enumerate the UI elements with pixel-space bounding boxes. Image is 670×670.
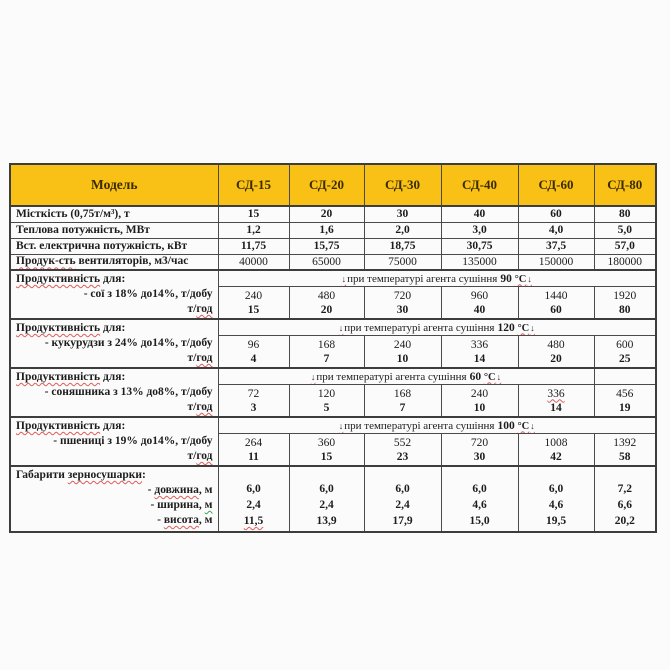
down-arrow-icon: ↓ — [496, 371, 502, 382]
cell-duo: 72 3 — [218, 385, 289, 417]
cell-duo: 552 23 — [364, 434, 441, 466]
cell-value: 40000 — [218, 254, 289, 270]
crop-line: - кукурудзи з 24% до14%, т/добу — [44, 337, 213, 349]
down-arrow-icon: ↓ — [310, 371, 316, 382]
cell-value: 37,5 — [518, 238, 594, 254]
down-arrow-icon: ↓ — [530, 420, 535, 431]
cell-duo: 456 19 — [594, 385, 656, 417]
cell-dims: 6,0 4,6 15,0 — [441, 466, 518, 532]
cell-value: 15,75 — [289, 238, 364, 254]
cell-value: 11,75 — [218, 238, 289, 254]
label-word: Продук-сть — [16, 255, 76, 268]
cell-value: 80 — [594, 206, 656, 222]
cell-value: 5,0 — [594, 222, 656, 238]
cell-value: 4,0 — [518, 222, 594, 238]
temp-note-60: ↓при температурі агента сушіння 60 °C↓ — [218, 368, 594, 385]
cell-duo: 720 30 — [364, 287, 441, 319]
dimensions-row — [10, 466, 656, 532]
model-header-sd30: СД-30 — [364, 164, 441, 206]
section-label-soy — [10, 270, 218, 319]
cell-value: 150000 — [518, 254, 594, 270]
section-title: Продуктивність для: — [16, 371, 126, 383]
model-header-sd15: СД-15 — [218, 164, 289, 206]
label-rest: вентиляторів, м3/час — [75, 255, 189, 268]
table-row-electric-power — [10, 238, 656, 254]
cell-value: 1,2 — [218, 222, 289, 238]
row-label-electric-power: Вст. електрична потужність, кВт — [10, 238, 218, 254]
section-soy-temp-row — [10, 270, 656, 287]
corner-header-model: Модель — [10, 164, 218, 206]
row-label-thermal-power: Теплова потужність, МВт — [10, 222, 218, 238]
cell-duo: 264 11 — [218, 434, 289, 466]
down-arrow-icon: ↓ — [338, 322, 344, 333]
empty-cell — [594, 368, 656, 385]
model-header-sd80: СД-80 — [594, 164, 656, 206]
cell-value: 30 — [364, 206, 441, 222]
unit-line: т/год — [187, 401, 213, 413]
dryer-spec-table — [9, 163, 657, 533]
header-row — [10, 164, 656, 206]
cell-duo: 1392 58 — [594, 434, 656, 466]
dimensions-title: Габарити зерносушарки: — [16, 469, 146, 481]
cell-duo: 336 14 — [518, 385, 594, 417]
cell-dims: 6,0 2,4 17,9 — [364, 466, 441, 532]
down-arrow-icon: ↓ — [338, 420, 344, 431]
cell-value: 65000 — [289, 254, 364, 270]
model-header-sd60: СД-60 — [518, 164, 594, 206]
cell-value: 15 — [218, 206, 289, 222]
cell-duo: 120 5 — [289, 385, 364, 417]
temp-note-120: ↓при температурі агента сушіння 120 °C↓ — [218, 319, 656, 336]
unit-line: т/год — [187, 303, 213, 315]
cell-value: 75000 — [364, 254, 441, 270]
unit-line: т/год — [187, 352, 213, 364]
cell-value: 2,0 — [364, 222, 441, 238]
section-sunflower-temp-row — [10, 368, 656, 385]
section-title: Продуктивність для: — [16, 420, 126, 432]
model-header-sd20: СД-20 — [289, 164, 364, 206]
cell-value: 57,0 — [594, 238, 656, 254]
section-wheat-temp-row — [10, 417, 656, 434]
cell-value: 30,75 — [441, 238, 518, 254]
section-title: Продуктивність для: — [16, 273, 126, 285]
section-corn-temp-row — [10, 319, 656, 336]
section-title: Продуктивність для: — [16, 322, 126, 334]
cell-duo: 1440 60 — [518, 287, 594, 319]
cell-duo: 480 20 — [289, 287, 364, 319]
down-arrow-icon: ↓ — [341, 273, 347, 284]
cell-duo: 336 14 — [441, 336, 518, 368]
crop-line: - соняшника з 13% до8%, т/добу — [44, 386, 213, 398]
section-label-wheat — [10, 417, 218, 466]
crop-line: - пшениці з 19% до14%, т/добу — [53, 435, 213, 447]
down-arrow-icon: ↓ — [527, 273, 532, 284]
section-label-corn — [10, 319, 218, 368]
cell-duo: 480 20 — [518, 336, 594, 368]
temp-note-100: ↓при температурі агента сушіння 100 °C↓ — [218, 417, 656, 434]
cell-value: 40 — [441, 206, 518, 222]
cell-duo: 240 10 — [441, 385, 518, 417]
cell-dims: 6,0 2,4 11,5 — [218, 466, 289, 532]
cell-duo: 360 15 — [289, 434, 364, 466]
cell-duo: 240 10 — [364, 336, 441, 368]
cell-value: 3,0 — [441, 222, 518, 238]
cell-value: 180000 — [594, 254, 656, 270]
cell-value: 135000 — [441, 254, 518, 270]
cell-dims: 7,2 6,6 20,2 — [594, 466, 656, 532]
cell-duo: 600 25 — [594, 336, 656, 368]
cell-duo: 168 7 — [289, 336, 364, 368]
cell-value: 20 — [289, 206, 364, 222]
dim-label-height: - висота, м — [157, 514, 213, 526]
cell-duo: 1008 42 — [518, 434, 594, 466]
dimensions-label — [10, 466, 218, 532]
cell-duo: 240 15 — [218, 287, 289, 319]
cell-duo: 96 4 — [218, 336, 289, 368]
table-row-capacity — [10, 206, 656, 222]
section-label-sunflower — [10, 368, 218, 417]
crop-line: - сої з 18% до14%, т/добу — [83, 288, 213, 300]
cell-dims: 6,0 4,6 19,5 — [518, 466, 594, 532]
cell-duo: 168 7 — [364, 385, 441, 417]
cell-duo: 720 30 — [441, 434, 518, 466]
cell-value: 60 — [518, 206, 594, 222]
row-label-fan-output — [10, 254, 218, 270]
cell-duo: 960 40 — [441, 287, 518, 319]
cell-duo: 1920 80 — [594, 287, 656, 319]
temp-note-90: ↓при температурі агента сушіння 90 °C↓ — [218, 270, 656, 287]
cell-dims: 6,0 2,4 13,9 — [289, 466, 364, 532]
row-label-capacity: Місткість (0,75т/м³), т — [10, 206, 218, 222]
dim-label-length: - довжина, м — [147, 484, 213, 496]
model-header-sd40: СД-40 — [441, 164, 518, 206]
dim-label-width: - ширина, м — [150, 499, 213, 511]
cell-value: 18,75 — [364, 238, 441, 254]
down-arrow-icon: ↓ — [530, 322, 535, 333]
unit-line: т/год — [187, 450, 213, 462]
cell-value: 1,6 — [289, 222, 364, 238]
table-row-fan-output — [10, 254, 656, 270]
table-row-thermal-power — [10, 222, 656, 238]
